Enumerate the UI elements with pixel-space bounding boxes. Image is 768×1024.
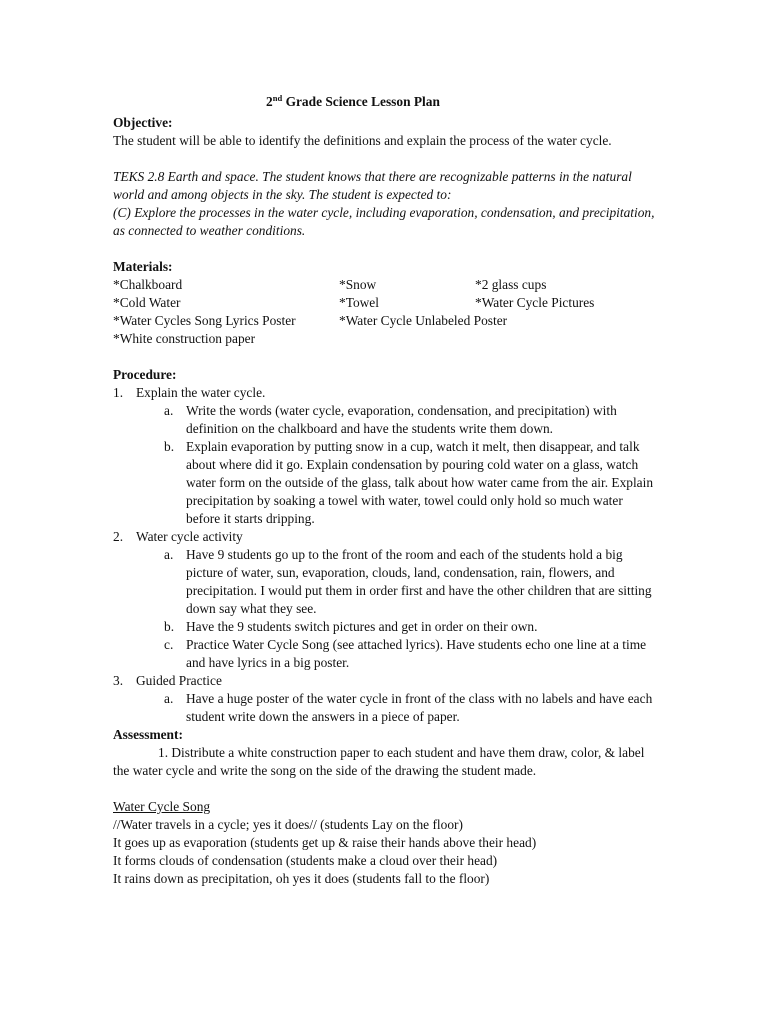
step-number: 1.	[113, 385, 124, 400]
assessment-text: 1. Distribute a white construction paper to each student and have them draw, color, & label the water cycle and write the song on the side of the drawing the student made.	[113, 745, 645, 778]
step-number: 3.	[113, 673, 124, 688]
title-superscript: nd	[272, 93, 283, 103]
materials-list	[113, 276, 658, 348]
substep-letter: b.	[164, 439, 175, 454]
substep-letter: a.	[164, 547, 174, 562]
material-item	[475, 312, 625, 330]
spacer	[113, 150, 658, 168]
step-text: Water cycle activity	[136, 529, 243, 544]
assessment-heading: Assessment:	[113, 727, 183, 742]
song-line: //Water travels in a cycle; yes it does// (students Lay on the floor)	[113, 817, 463, 832]
substep-letter: a.	[164, 691, 174, 706]
material-item	[339, 330, 475, 348]
step-number: 2.	[113, 529, 124, 544]
objective-heading: Objective:	[113, 115, 173, 130]
lesson-plan-page	[113, 92, 658, 888]
title-text: Grade Science Lesson Plan	[282, 94, 440, 109]
substep-letter: c.	[164, 637, 174, 652]
teks-standard-text: TEKS 2.8 Earth and space. The student knows that there are recognizable patterns in the natural world and among objects in the sky. The student is expected to:	[113, 169, 632, 202]
procedure-substep	[113, 402, 658, 438]
procedure-substep	[113, 618, 658, 636]
material-item: *2 glass cups	[475, 277, 547, 292]
material-item: *Snow	[339, 277, 377, 292]
procedure-substep	[113, 438, 658, 528]
material-item: *Cold Water	[113, 295, 181, 310]
document-title	[113, 92, 593, 112]
procedure-substep	[113, 636, 658, 672]
song-line: It goes up as evaporation (students get up & raise their hands above their head)	[113, 835, 537, 850]
substep-letter: b.	[164, 619, 175, 634]
spacer	[113, 348, 658, 366]
material-item: *Water Cycle Unlabeled Poster	[339, 313, 508, 328]
substep-text: Have 9 students go up to the front of the room and each of the students hold a big picture of water, sun, evaporation, clouds, land, condensation, rain, flowers, and precipitation. I would put them in order first and have the other children that are sitting down say what they see.	[186, 547, 652, 616]
spacer	[113, 780, 658, 798]
teks-expectation-text: (C) Explore the processes in the water cycle, including evaporation, condensation, and precipitation, as connected to weather conditions.	[113, 205, 655, 238]
substep-letter: a.	[164, 403, 174, 418]
spacer	[113, 240, 658, 258]
materials-heading: Materials:	[113, 259, 173, 274]
procedure-heading: Procedure:	[113, 367, 177, 382]
procedure-step	[113, 528, 658, 546]
substep-text: Write the words (water cycle, evaporation, condensation, and precipitation) with definition on the chalkboard and have the students write them down.	[186, 403, 617, 436]
material-item	[475, 330, 625, 348]
material-item: *Water Cycle Pictures	[475, 295, 595, 310]
substep-text: Practice Water Cycle Song (see attached lyrics). Have students echo one line at a time and have lyrics in a big poster.	[186, 637, 647, 670]
material-item: *Towel	[339, 295, 379, 310]
song-line: It rains down as precipitation, oh yes it does (students fall to the floor)	[113, 871, 490, 886]
title-grade-number: 2	[266, 94, 273, 109]
material-item: *Chalkboard	[113, 277, 183, 292]
song-title: Water Cycle Song	[113, 799, 211, 814]
procedure-substep	[113, 690, 658, 726]
objective-text: The student will be able to identify the definitions and explain the process of the water cycle.	[113, 133, 612, 148]
substep-text: Explain evaporation by putting snow in a cup, watch it melt, then disappear, and talk about where did it go. Explain condensation by pouring cold water on a glass, watch water form on the outside of the glass, talk about how water came from the air. Explain precipitation by soaking a towel with water, towel could only hold so much water before it starts dripping.	[186, 439, 654, 526]
substep-text: Have the 9 students switch pictures and get in order on their own.	[186, 619, 538, 634]
step-text: Guided Practice	[136, 673, 222, 688]
procedure-substep	[113, 546, 658, 618]
step-text: Explain the water cycle.	[136, 385, 266, 400]
song-line: It forms clouds of condensation (students make a cloud over their head)	[113, 853, 498, 868]
material-item: *White construction paper	[113, 331, 256, 346]
material-item: *Water Cycles Song Lyrics Poster	[113, 313, 296, 328]
procedure-step	[113, 384, 658, 402]
substep-text: Have a huge poster of the water cycle in front of the class with no labels and have each student write down the answers in a piece of paper.	[186, 691, 653, 724]
procedure-step	[113, 672, 658, 690]
